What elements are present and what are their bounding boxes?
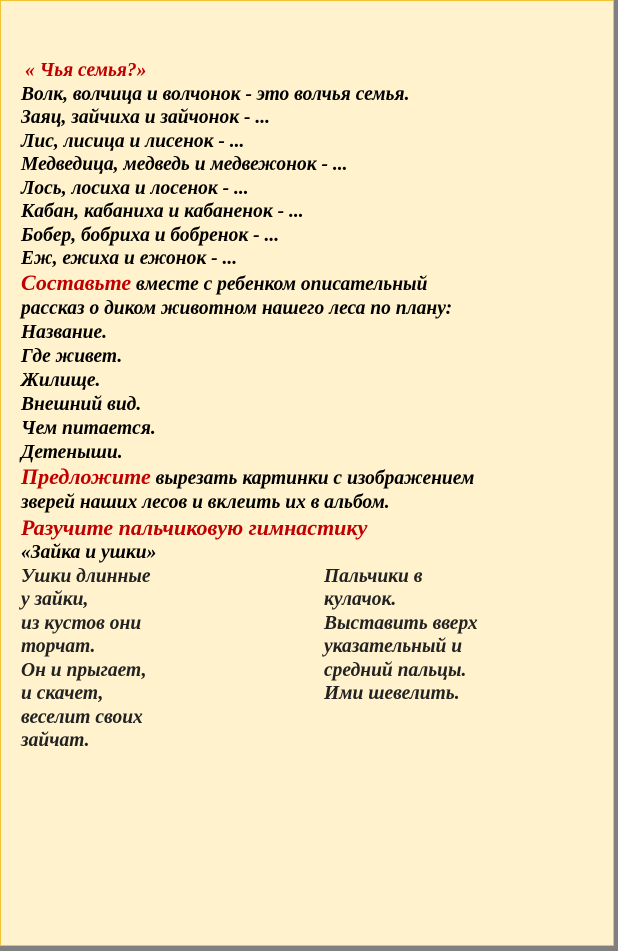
poem-verse <box>21 565 324 753</box>
family-line: Кабан, кабаниха и кабаненок - ... <box>21 201 304 222</box>
family-line: Еж, ежиха и ежонок - ... <box>21 248 238 269</box>
plan-item: Где живет. <box>21 345 123 367</box>
family-line: Заяц, зайчиха и зайчонок - ... <box>21 107 270 128</box>
document-content <box>21 59 605 753</box>
family-line: Медведица, медведь и медвежонок - ... <box>21 154 348 175</box>
instruction-line: Ими шевелить. <box>324 683 460 704</box>
instruction-line: кулачок. <box>324 589 397 610</box>
instruction-line: средний пальцы. <box>324 659 467 681</box>
task2-text: вырезать картинки с изображением <box>150 467 475 489</box>
task2-highlight: Предложите <box>21 463 151 489</box>
plan-item: Детеныши. <box>21 441 123 463</box>
verse-line: зайчат. <box>21 730 90 751</box>
verse-line: из кустов они <box>21 612 142 634</box>
verse-line: у зайки, <box>21 589 89 610</box>
task1-highlight: Составьте <box>21 269 132 295</box>
family-line: Лось, лосиха и лосенок - ... <box>21 177 249 199</box>
verse-line: веселит своих <box>21 706 143 728</box>
task1-text: вместе с ребенком описательный <box>131 273 428 295</box>
instruction-line: Пальчики в <box>324 565 423 587</box>
plan-item: Чем питается. <box>21 417 156 439</box>
poem-instructions <box>324 565 478 753</box>
family-line: Бобер, бобриха и бобренок - ... <box>21 224 280 246</box>
plan-item: Жилище. <box>21 369 101 391</box>
verse-line: торчат. <box>21 636 96 657</box>
verse-line: Он и прыгает, <box>21 659 147 681</box>
task3-heading: Разучите пальчиковую гимнастику <box>21 514 368 540</box>
poem-columns <box>21 565 605 753</box>
family-line: Волк, волчица и волчонок - это волчья семья. <box>21 83 410 105</box>
instruction-line: Выставить вверх <box>324 612 478 634</box>
task1-line1 <box>21 271 605 297</box>
plan-list <box>21 321 605 465</box>
plan-item: Название. <box>21 321 108 343</box>
family-list <box>21 83 605 271</box>
family-line: Лис, лисица и лисенок - ... <box>21 130 245 152</box>
plan-item: Внешний вид. <box>21 393 142 415</box>
game-title: « Чья семья?» <box>25 60 147 81</box>
verse-line: и скачет, <box>21 683 104 704</box>
poem-title: «Зайка и ушки» <box>21 541 157 563</box>
task2-line1 <box>21 465 605 491</box>
task2-line2: зверей наших лесов и вклеить их в альбом. <box>21 491 390 513</box>
instruction-line: указательный и <box>324 636 463 657</box>
verse-line: Ушки длинные <box>21 565 151 587</box>
task1-line2: рассказ о диком животном нашего леса по плану: <box>21 297 453 319</box>
